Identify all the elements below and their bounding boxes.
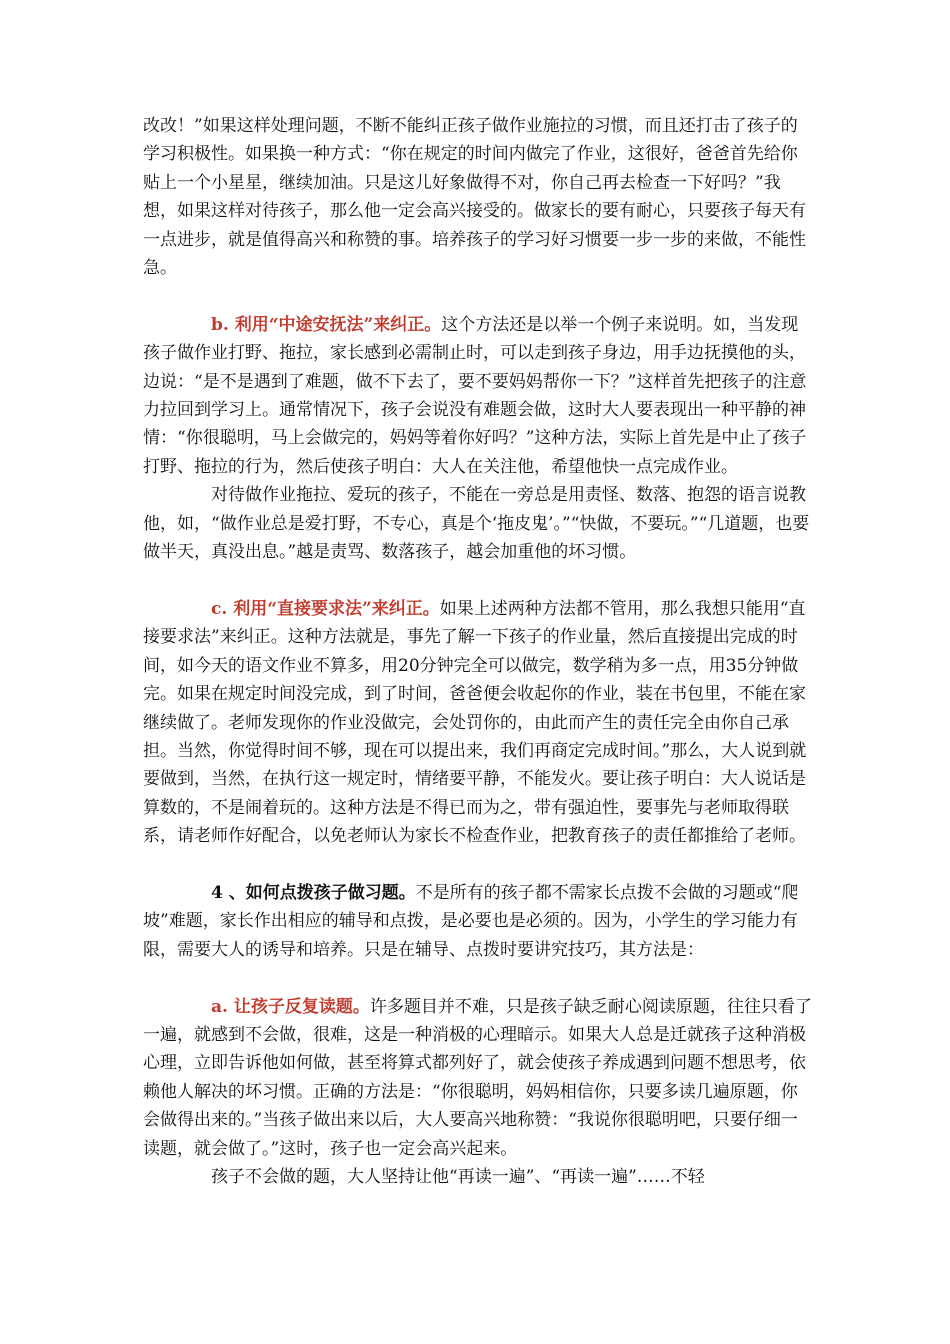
body-section-4: 不是所有的孩子都不需家长点拨不会做的习题或“爬坡”难题，家长作出相应的辅导和点拨，是必要也是必须的。因为，小学生的学习能力有限，需要大人的诱导和培养。只是在辅导、点拨时要讲究技巧，其方法是： [143,882,799,960]
heading-section-4: 4 、如何点拨孩子做习题。 [211,882,416,903]
paragraph-gap [143,282,813,310]
heading-method-b: b. 利用“中途安抚法”来纠正。 [211,314,442,335]
paragraph-method-c [143,595,813,851]
paragraph-gap [143,566,813,594]
heading-method-a: a. 让孩子反复读题。 [211,996,370,1017]
heading-method-c: c. 利用“直接要求法”来纠正。 [211,598,440,619]
body-method-b: 这个方法还是以举一个例子来说明。如，当发现孩子做作业打野、拖拉，家长感到必需制止时，可以走到孩子身边，用手边抚摸他的头，边说：“是不是遇到了难题，做不下去了，要不要妈妈帮你一下？”这样首先把孩子的注意力拉回到学习上。通常情况下，孩子会说没有难题会做，这时大人要表现出一种平静的神情：“你很聪明，马上会做完的，妈妈等着你好吗？”这种方法，实际上首先是中止了孩子打野、拖拉的行为，然后使孩子明白：大人在关注他，希望他快一点完成作业。 [143,314,807,477]
paragraph-last: 孩子不会做的题，大人坚持让他“再读一遍”、“再读一遍”……不轻 [211,1166,705,1187]
paragraph-gap [143,851,813,879]
paragraph-method-b [143,311,813,481]
body-method-c: 如果上述两种方法都不管用，那么我想只能用“直接要求法”来纠正。这种方法就是，事先了解一下孩子的作业量，然后直接提出完成的时间，如今天的语文作业不算多，用20分钟完全可以做完，数学稍为多一点，用35分钟做完。如果在规定时间没完成，到了时间，爸爸便会收起你的作业，装在书包里，不能在家继续做了。老师发现你的作业没做完，会处罚你的，由此而产生的责任完全由你自己承担。当然，你觉得时间不够，现在可以提出来，我们再商定完成时间。”那么，大人说到就要做到，当然，在执行这一规定时，情绪要平静，不能发火。要让孩子明白：大人说话是算数的，不是闹着玩的。这种方法是不得已而为之，带有强迫性，要事先与老师取得联系，请老师作好配合，以免老师认为家长不检查作业，把教育孩子的责任都推给了老师。 [143,598,807,847]
paragraph-section-4 [143,879,813,964]
paragraph-intro: 改改！”如果这样处理问题，不断不能纠正孩子做作业施拉的习惯，而且还打击了孩子的学习积极性。如果换一种方式：“你在规定的时间内做完了作业，这很好，爸爸首先给你贴上一个小星星，继续加油。只是这儿好象做得不对，你自己再去检查一下好吗？”我想，如果这样对待孩子，那么他一定会高兴接受的。做家长的要有耐心，只要孩子每天有一点进步，就是值得高兴和称赞的事。培养孩子的学习好习惯要一步一步的来做，不能性急。 [143,116,806,279]
document-page [143,112,813,1191]
paragraph-gap [143,964,813,992]
paragraph-scolding: 对待做作业拖拉、爱玩的孩子，不能在一旁总是用责怪、数落、抱怨的语言说教他，如，“做作业总是爱打野，不专心，真是个‘拖皮鬼’。”“快做，不要玩。”“几道题，也要做半天，真没出息。”越是责骂、数落孩子，越会加重他的坏习惯。 [143,485,810,563]
body-method-a: 许多题目并不难，只是孩子缺乏耐心阅读原题，往往只看了一遍，就感到不会做，很难，这是一种消极的心理暗示。如果大人总是迁就孩子这种消极心理，立即告诉他如何做，甚至将算式都列好了，就会使孩子养成遇到问题不想思考，依赖他人解决的坏习惯。正确的方法是：“你很聪明，妈妈相信你，只要多读几遍原题，你会做得出来的。”当孩子做出来以后，大人要高兴地称赞：“我说你很聪明吧，只要仔细一读题，就会做了。”这时，孩子也一定会高兴起来。 [143,996,812,1159]
paragraph-method-a [143,993,813,1163]
